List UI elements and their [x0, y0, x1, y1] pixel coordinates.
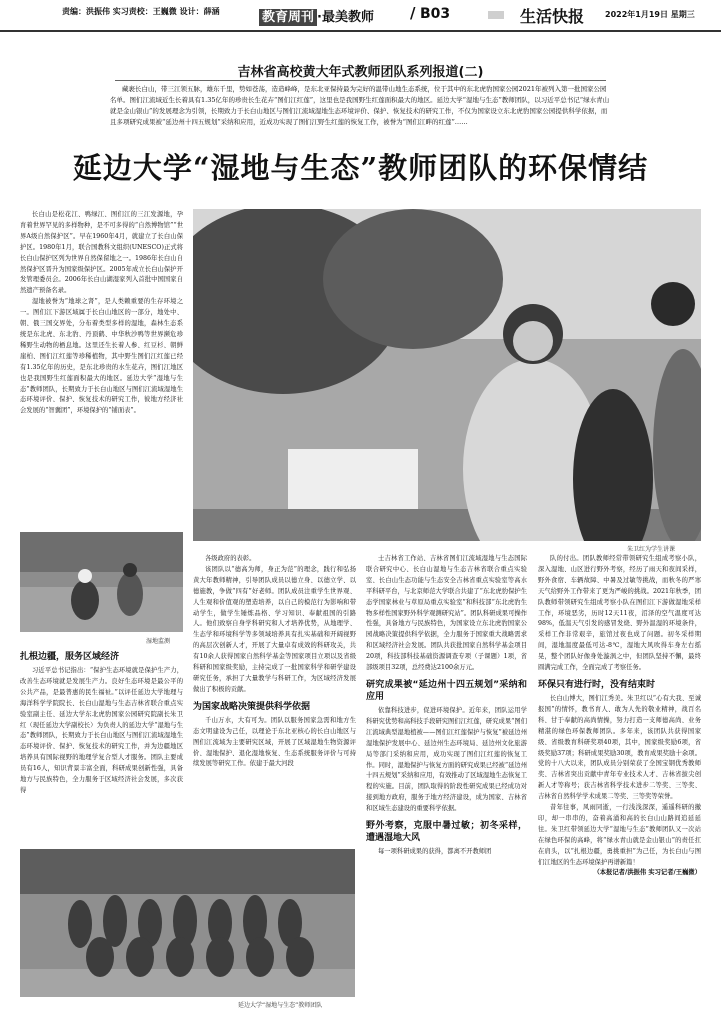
- paragraph: 队的付出。团队教师经常带领研究生组成考察小队，深入湿地、山区进行野外考察，经历了雨天和夜间采样，野外食宿、车辆故障、中暑及过敏等挑战，而秋冬的严寒天气给野外工作带来了更为严峻的挑战。2021年秋季，团队教师带领研究生组成考察小队在图们江下游做湿地采样工作，环境恶劣，历时12天11夜，沼泽的空气温度可达98%，低温天气引发的感冒发烧、野外温湿的环境条件，采样工作非常艰辛，旅馆过夜也成了问题。初冬采样期间，湿地温度最低可达-8℃，湿地大风吹得车身左右摇晃，整个团队好像身处漩涡之中，但团队坚持不懈，最终圆满完成工作，全面完成了考察任务。: [538, 555, 701, 672]
- headline: 延边大学“湿地与生态”教师团队的环保情结: [72, 151, 649, 185]
- page-number: B03: [420, 6, 451, 22]
- column-1-upper: [20, 210, 183, 533]
- series-divider: [115, 80, 606, 81]
- header-arrow-icon: [488, 11, 504, 19]
- section-subhead: 扎根边疆，服务区域经济: [20, 652, 120, 662]
- photo-team-group-image: [20, 849, 355, 997]
- column-3: [366, 554, 527, 1010]
- paragraph: 该团队以“德高为师，身正为范”的理念，践行和弘扬黄大年教师精神，引导团队成员以德立身、以德立学、以德施教，争做“四有”好老师。团队成员注重学生世界观、人生观和价值观的塑造培养，以自己的模范行为影响和带动学生，做学生锤炼品格、学习知识、奉献祖国的引路人。他们致察自身学科研究和人才培养优势，从地理学、生态学和环境科学等多领域培养具有扎实基础和开阔视野的高层次创新人才，开展了大量卓有成效的科研攻关，共有10余人获得国家自然科学基金等国家项目立项以及省级科研和国家级奖励，主持完成了一批国家科学和研学建设研究任务，承担了大量教学与科研工作，为区域经济发展做出了积极的贡献。: [193, 565, 356, 693]
- photo-main-image: [193, 209, 701, 541]
- column-4: [538, 554, 701, 1010]
- photo-wetland-monitoring: [20, 532, 183, 632]
- paragraph: 长白山博大，图们江秀美。朱卫红以“心有大我、至诚报国”的情怀，教书育人、敢为人先的敬业精神，战百名科、甘于奉献的高尚情操，努力打造一支师德高尚、业务精湛的绿色环保教师团队。多年来，该团队共获得国家级、省级教育科研奖项40项，其中，国家级奖励6项，省级奖励37项；科研成果奖励30项，教育成果奖励十余项。党的十八大以来，团队成员分别荣获了全国宝钢优秀教师奖、吉林省突出贡献中青年专业技术人才、吉林省拔尖创新人才等称号；获吉林省科学技术进步二等奖、三等奖、吉林省自然科学学术成果二等奖、三等奖等荣誉。: [538, 694, 701, 801]
- photo-main-caption: 朱卫红为学生讲课: [627, 546, 676, 553]
- section-subhead: 环保只有进行时，没有结束时: [538, 679, 656, 690]
- photo-wetland-monitoring-image: [20, 532, 183, 632]
- paragraph: 习近平总书记指出：“保护生态环境就是保护生产力，改善生态环境就是发展生产力。良好生态环境是最公平的公共产品，是最普惠的民生福祉。”以评任延边大学地理与海洋科学学院院长、长白山湿地与生态吉林省联合重点实验室副主任、延边大学东北虎豹国家公园研究院副长朱卫红（现任延边大学副校长）为负责人的延边大学“湿地与生态”教师团队，长期致力于长白山地区与图们江流域湿地生态环境评价、保护、恢复技术的研究工作，并为边疆地区培养具有国际视野的地理学复合型人才服务。团队主要成员有16人，知识背景丰富全面，科研成果创新性强，具备地方与民族特色，全力服务于区域经济社会发展，多次获得: [20, 667, 183, 794]
- paragraph: 长白山是松花江、鸭绿江、图们江的三江发源地，孕育着世界罕见的多样物种，是不可多得的“自然博物馆”“世界A级自然保护区”。早在1960年4月，就建立了长白山保护区。1980年1月，联合国教科文组织(UNESCO)正式将长白山保护区列为世界自然保留地之一。1986年长白山自然保护区晋升为国家级保护区。2005年成立长白山保护开发管理委员会。2006年长白山湖湿家列入首批中国国家自然遗产预备名录。: [20, 211, 183, 295]
- paragraph: 千山万水，大有可为。团队以服务国家急需和地方生态文明建设为己任，以理论于东北亚核心的长白山地区与图们江流域为主要研究区域，开展了区域湿地生物资源评价、湿地保护、退化湿地恢复、生态系统服务评价与可持续发展等研究工作。依建于最大河段: [193, 716, 356, 768]
- section-badge: 教育周刊: [259, 9, 317, 26]
- paragraph: 依靠科技进步，促进环境保护。近年来，团队运用学科研究优势和高科技手段研究图们江红莲，研究成果“图们江流域典型湿地植被——图们江红莲保护与恢复”被延边州湿地保护发展中心、延边州生态环境局、延边州文化旅游局等部门采纳和应用，成功实现了图们江红莲的恢复工作。同时，湿地保护与恢复方面的研究成果已经被“延边州十四五规划”采纳和应用，有效推动了区域湿地生态恢复工程的实施。目前，团队取得的阶段性研究成果已经成功对接到地方政府，服务于地方经济建设，成为国家、吉林省和区域生态建设的重要科学依据。: [366, 706, 527, 813]
- paragraph: 士吉林省工作站、吉林省图们江流域湿地与生态国际联合研究中心、长白山湿地与生态吉林省联合重点实验室、长白山生态功能与生态安全吉林省重点实验室等高水平科研平台，与北京师范大学联合共建了“东北虎豹保护生态学国家林业与草原局重点实验室”和科技部“东北虎豹生物多样性国家野外科学观测研究站”。团队科研成果可操作性强，具备地方与民族特色，为国家设立东北虎豹国家公园战略决策提供科学依据，全力服务于国家重大战略需求和区域经济社会发展。团队共获批国家自然科学基金项目20项，科技部科技基础资源调查专项（子课题）1项，省部级项目32项，总经费达2100余万元。: [366, 555, 527, 672]
- page-header: [0, 0, 721, 32]
- header-divider: /: [410, 4, 416, 22]
- byline: （本报记者/洪振伟 实习记者/王巍微）: [593, 869, 701, 877]
- intro-lead: 藏裹长白山，带三江领五脉，雄东千里，势如苍荡，造造峰峰，是东北亚保持最为完好的温带山地生态系统，位于其中的东北虎豹国家公园2021年被列入第一批国家公园名单。图们江流域近生长着具有1.35亿年的珍贵长生花卉“图们江红莲”，这里也是我国野生红莲面积最大的地区。延边大学“湿地与生态”教师团队，以习近平总书记“绿水青山就是金山银山”的发展理念为引领，长期致力于长白山地区与图们江流域湿地生态环境评价、保护、恢复技术的研究工作，不仅为国家设立东北虎豹国家公园提供科学依据，而且多项研究成果被“延边州十四五规划”采纳和应用，近成功实现了图们江野生红莲的恢复工作，被誉为“图们江畔的红莲”……: [110, 85, 610, 126]
- paragraph: 湿地被誉为“地球之肾”，是人类赖重要的生存环境之一。图们江下游区域属于长白山地区的一部分，地处中、朝、俄三国交界处，分布着类型多样的湿地，森林生态系统是东北虎、东北豹、丹顶鹤、中华秋沙鸭等世界濒危珍稀野生动物的栖息地。这里还生长着人参、红豆杉、朝鲜崖柏、图们江红莲等珍稀植物，其中野生图们江红莲已经有1.35亿年的历史，是东北珍贵的水生花卉，图们江地区也是我国野生红莲面积最大的地区。延边大学“湿地与生态”教师团队，长期致力于长白山地区与图们江流域湿地生态环境评价、保护、恢复技术的研究工作，彼地方经济社会发展的“智囊团”，环境保护的“铺面表”。: [20, 298, 183, 415]
- section-subhead: 研究成果被“延边州十四五规划”采纳和应用: [366, 679, 527, 702]
- photo-team-group: [20, 849, 355, 997]
- photo-small-caption: 湿地监测: [146, 638, 171, 645]
- section-suffix: ·最美教师: [317, 10, 374, 25]
- issue-date: 2022年1月19日 星期三: [605, 10, 695, 19]
- section-title: [259, 6, 374, 25]
- section-subhead: 为国家战略决策提供科学依据: [193, 701, 311, 712]
- paragraph: 各级政府的表彰。: [205, 555, 256, 562]
- photo-group-caption: 延边大学“湿地与生态”教师团队: [238, 1002, 323, 1009]
- paragraph: 昔年往事，风雨同逝，一行浅浅深深，遥遥科研的撤印，却一串串的，奋着高涌和高的长白山山路间追延延往。朱卫红带领延边大学“湿地与生态”教师团队又一次站在绿色环保的高峰，将“绿水青山就是金山银山”的责任扛在肩头，以“扎根边疆，勇挑重担”为己任，为长白山与图们江地区的生态环境保护再谱新篇！: [538, 804, 701, 866]
- editor-credits: 责编：洪振伟 实习责校：王巍微 设计：薛涵: [62, 7, 220, 16]
- paragraph: 每一项科研成果的获得，都离不开教师团: [378, 848, 492, 856]
- column-2: [193, 554, 356, 847]
- masthead: 生活快报: [520, 7, 585, 26]
- section-subhead: 野外考察，克服中暑过敏；初冬采样，遭遇湿地大风: [366, 821, 527, 844]
- photo-main: [193, 209, 701, 541]
- series-title: 吉林省高校黄大年式教师团队系列报道(二): [237, 65, 484, 80]
- column-1-lower: [20, 646, 183, 842]
